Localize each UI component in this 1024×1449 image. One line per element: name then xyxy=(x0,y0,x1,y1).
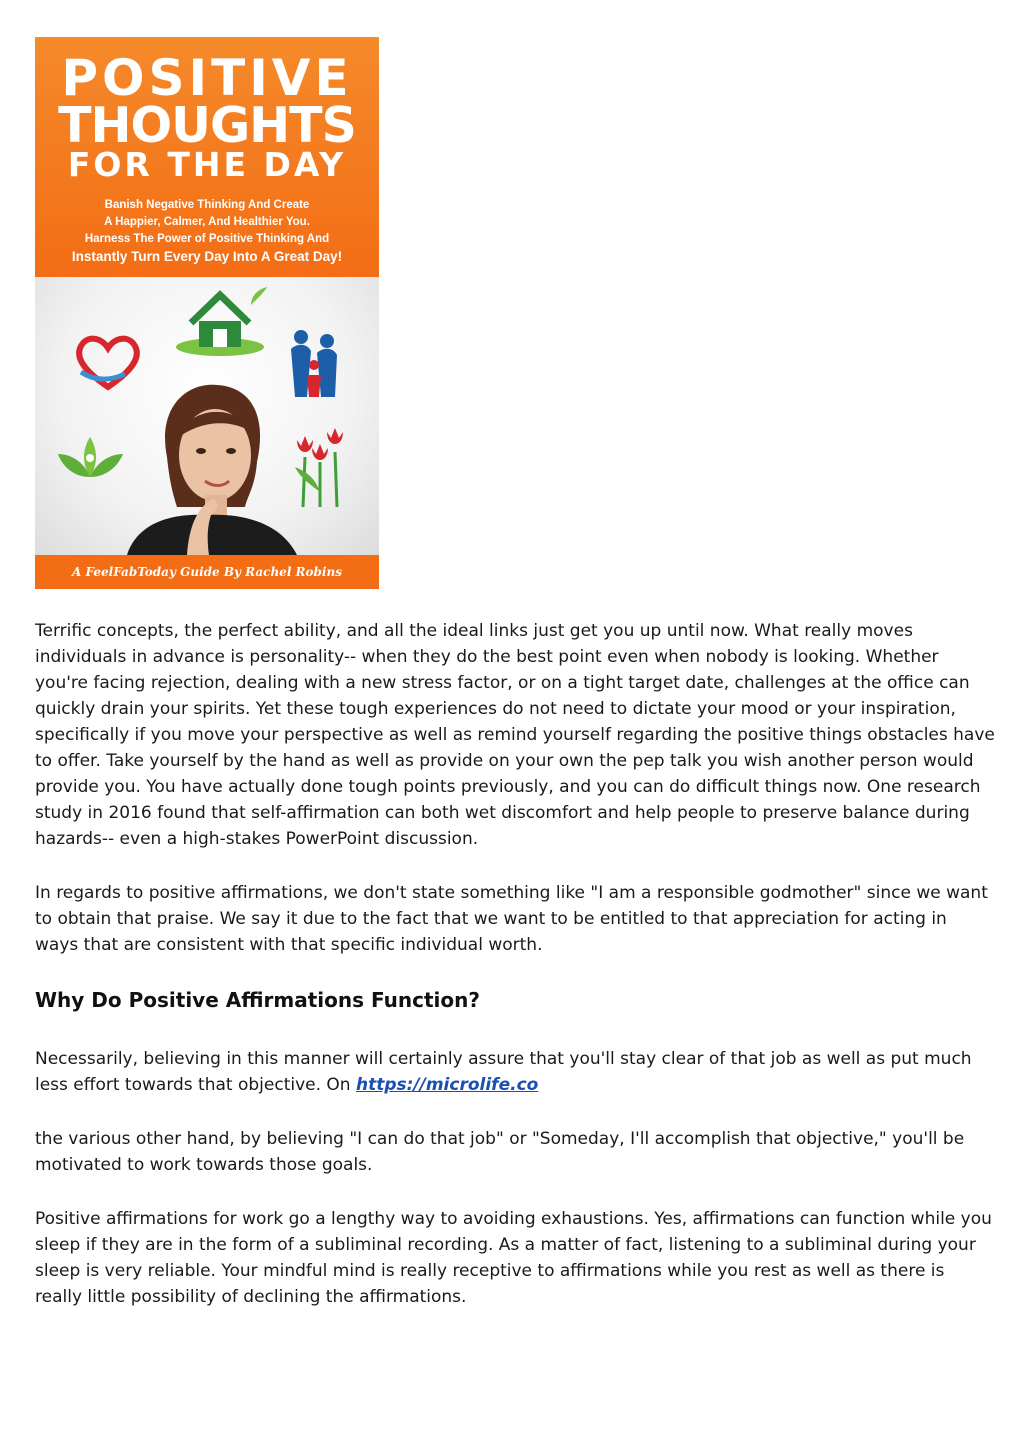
paragraph-1: Terrific concepts, the perfect ability, and all the ideal links just get you up until now. What really moves individuals in advance is personality-- when they do the best point even when nobody is looking. Whether you're facing rejection, dealing with a new stress factor, or on a tight target date, challenges at the office can quickly drain your spirits. Yet these tough experiences do not need to dictate your mood or your inspiration, specifically if you move your perspective as well as remind yourself regarding the positive things obstacles have to offer. Take yourself by the hand as well as provide on your own the pep talk you wish another person would provide you. You have actually done tough points previously, and you can do difficult things now. One research study in 2016 found that self-affirmation can both wet discomfort and help people to preserve balance during hazards-- even a high-stakes PowerPoint discussion. xyxy=(35,621,995,849)
paragraph-5: Positive affirmations for work go a lengthy way to avoiding exhaustions. Yes, affirmations can function while you sleep if they are in the form of a subliminal recording. As a matter of fact, listening to a subliminal during your sleep is very reliable. Your mindful mind is really receptive to affirmations while you rest as well as there is really little possibility of declining the affirmations. xyxy=(35,1209,992,1307)
cover-title-line3: FOR THE DAY xyxy=(67,145,347,184)
book-cover-image xyxy=(35,37,379,589)
section-heading: Why Do Positive Affirmations Function? xyxy=(35,988,480,1012)
cover-illustration xyxy=(35,277,379,555)
cover-subtitle-line2: A Happier, Calmer, And Healthier You. xyxy=(104,216,310,228)
cover-subtitle-line4: Instantly Turn Every Day Into A Great Day! xyxy=(71,249,343,264)
cover-subtitle-line3: Harness The Power of Positive Thinking And xyxy=(84,233,330,245)
microlife-link[interactable]: https://microlife.co xyxy=(355,1075,539,1095)
lotus-icon xyxy=(53,432,128,492)
paragraph-2: In regards to positive affirmations, we don't state something like "I am a responsible godmother" since we want to obtain that praise. We say it due to the fact that we want to be entitled to that appreciation for acting in ways that are consistent with that specific individual worth. xyxy=(35,883,988,955)
cover-subtitle-line1: Banish Negative Thinking And Create xyxy=(104,199,310,211)
cover-header xyxy=(35,37,379,277)
paragraph-4: the various other hand, by believing "I can do that job" or "Someday, I'll accomplish that objective," you'll be motivated to work towards those goals. xyxy=(35,1129,965,1175)
cover-title-line2: THOUGHTS xyxy=(58,97,356,154)
cover-footer: A FeelFabToday Guide By Rachel Robins xyxy=(35,555,379,589)
cover-subtitle xyxy=(35,197,379,265)
cover-title-line1: POSITIVE xyxy=(61,49,353,107)
house-icon xyxy=(173,285,268,365)
paragraph-3-text: Necessarily, believing in this manner will certainly assure that you'll stay clear of that job as well as put much less effort towards that objective. On xyxy=(35,1049,972,1095)
paragraph-3 xyxy=(35,1046,995,1098)
woman-thinking-image xyxy=(127,377,297,555)
